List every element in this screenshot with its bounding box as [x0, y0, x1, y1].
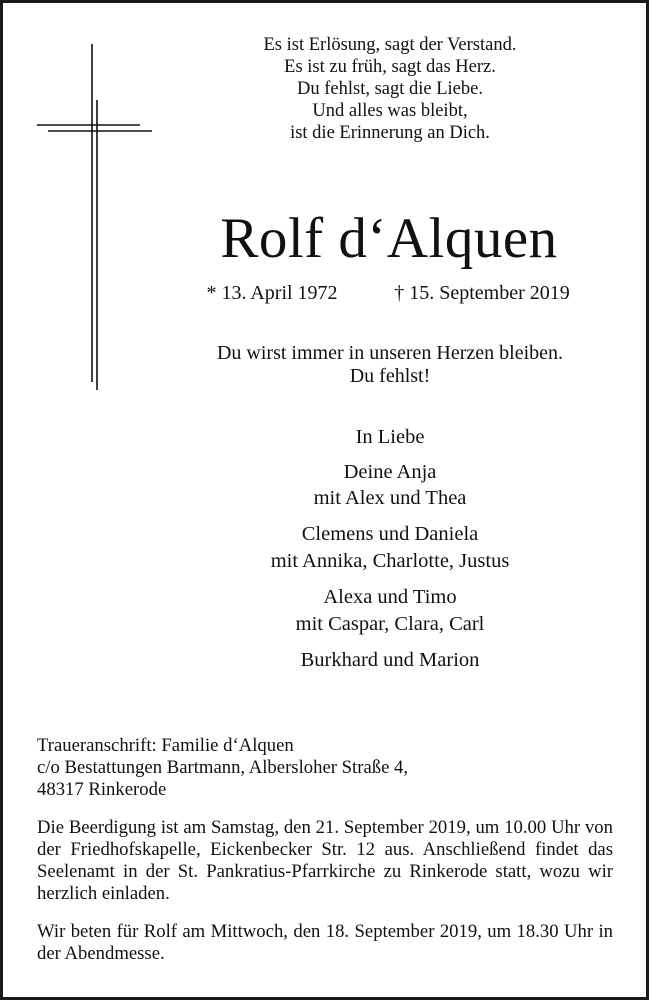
mourner-line: Burkhard und Marion — [300, 649, 480, 671]
deceased-name: Rolf d‘Alquen — [220, 207, 558, 270]
dedication-line: Du fehlst! — [349, 365, 431, 387]
mourning-address — [37, 735, 613, 801]
mourner-line: Alexa und Timo — [323, 586, 457, 608]
address-line: c/o Bestattungen Bartmann, Albersloher Straße 4, — [37, 757, 409, 778]
mourner-line: In Liebe — [355, 426, 425, 448]
mourner-line: Deine Anja — [343, 461, 437, 483]
poem-line: Es ist Erlösung, sagt der Verstand. — [263, 35, 517, 55]
details-block — [37, 735, 613, 981]
mourner-line: Clemens und Daniela — [301, 523, 479, 545]
poem-line: Es ist zu früh, sagt das Herz. — [284, 57, 496, 77]
funeral-info: Die Beerdigung ist am Samstag, den 21. September 2019, um 10.00 Uhr von der Friedhofskapelle, Eickenbecker Str. 12 aus. Anschließend findet das Seelenamt in der St. Pankratius-Pfarrkirche zu Rinkerode statt, wozu wir herzlich einladen. — [37, 817, 613, 904]
mourner-line: mit Caspar, Clara, Carl — [295, 613, 485, 635]
death-date: † 15. September 2019 — [394, 282, 570, 304]
address-line: 48317 Rinkerode — [37, 779, 167, 800]
mourner-line: mit Alex und Thea — [313, 487, 467, 509]
poem-line: ist die Erinnerung an Dich. — [290, 123, 490, 143]
birth-date: * 13. April 1972 — [206, 282, 338, 304]
poem-line: Und alles was bleibt, — [312, 101, 468, 121]
poem-line: Du fehlst, sagt die Liebe. — [297, 79, 483, 99]
mourner-line: mit Annika, Charlotte, Justus — [270, 550, 510, 572]
dedication-line: Du wirst immer in unseren Herzen bleiben. — [216, 342, 564, 364]
prayer-info: Wir beten für Rolf am Mittwoch, den 18. September 2019, um 18.30 Uhr in der Abendmesse. — [37, 921, 613, 964]
address-line: Traueranschrift: Familie d‘Alquen — [37, 735, 294, 756]
